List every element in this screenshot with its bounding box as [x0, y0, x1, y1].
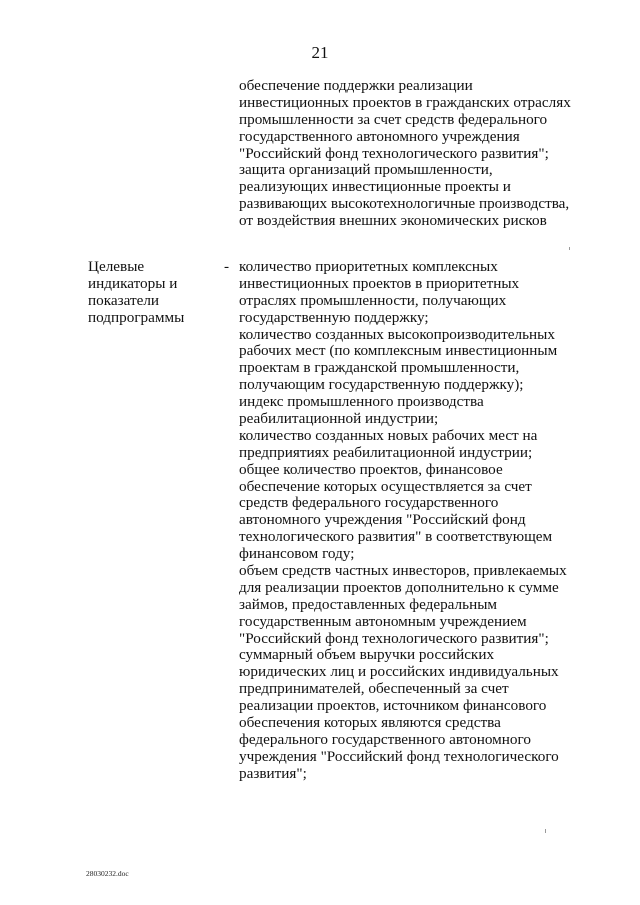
indicator-line: "Российский фонд технологического развития"; — [239, 629, 549, 647]
footer-filename: 28030232.doc — [86, 869, 129, 878]
indicator-line: реализации проектов, источником финансового — [239, 697, 547, 715]
top-text-line: развивающих высокотехнологичные производства, — [239, 195, 570, 213]
section-label-line: показатели — [88, 291, 160, 309]
indicator-line: суммарный объем выручки российских — [239, 646, 495, 664]
indicator-line: количество созданных высокопроизводительных — [239, 325, 555, 343]
indicator-line: учреждения "Российский фонд технологического — [239, 747, 559, 765]
indicator-line: государственную поддержку; — [239, 308, 429, 326]
indicator-line: инвестиционных проектов в приоритетных — [239, 274, 520, 292]
section-label-line: Целевые — [88, 258, 145, 275]
section-dash: - — [224, 258, 230, 275]
indicator-line: финансовом году; — [239, 545, 355, 563]
indicator-line: отраслях промышленности, получающих — [239, 291, 507, 309]
indicators-section-label — [88, 259, 228, 327]
indicator-line: обеспечения которых являются средства — [239, 714, 501, 732]
scan-speck — [569, 247, 570, 250]
indicator-line: федерального государственного автономного — [239, 730, 531, 748]
top-text-line: от воздействия внешних экономических рисков — [239, 212, 547, 230]
indicator-line: объем средств частных инвесторов, привлекаемых — [239, 562, 567, 580]
indicator-line: индекс промышленного производства — [239, 393, 484, 411]
indicator-line: автономного учреждения "Российский фонд — [239, 511, 526, 529]
top-text-line: "Российский фонд технологического развития"; — [239, 144, 549, 162]
top-text-line: государственного автономного учреждения — [239, 127, 520, 145]
indicator-line: для реализации проектов дополнительно к сумме — [239, 578, 559, 596]
section-label-line: индикаторы и — [88, 274, 178, 292]
indicator-line: государственным автономным учреждением — [239, 612, 527, 630]
scan-speck — [545, 829, 546, 833]
top-text-line: обеспечение поддержки реализации — [239, 77, 473, 94]
indicator-line: займов, предоставленных федеральным — [239, 595, 498, 613]
indicator-line: развития"; — [239, 764, 307, 782]
top-text-line: реализующих инвестиционные проекты и — [239, 178, 511, 196]
indicator-line: предпринимателей, обеспеченный за счет — [239, 680, 509, 698]
indicator-line: юридических лиц и российских индивидуальных — [239, 663, 559, 681]
indicator-line: технологического развития" в соответствующем — [239, 528, 553, 546]
indicators-text-block — [239, 259, 584, 783]
indicator-line: средств федерального государственного — [239, 494, 499, 512]
indicator-line: количество приоритетных комплексных — [239, 258, 498, 275]
indicator-line: получающим государственную поддержку); — [239, 376, 524, 394]
indicator-line: обеспечение которых осуществляется за счет — [239, 477, 532, 495]
indicator-line: количество созданных новых рабочих мест на — [239, 426, 538, 444]
indicator-line: реабилитационной индустрии; — [239, 410, 439, 428]
indicator-line: общее количество проектов, финансовое — [239, 460, 503, 478]
top-text-line: инвестиционных проектов в гражданских отраслях — [239, 93, 571, 111]
indicator-line: предприятиях реабилитационной индустрии; — [239, 443, 533, 461]
indicator-line: проектам в гражданской промышленности, — [239, 359, 520, 377]
indicator-line: рабочих мест (по комплексным инвестиционным — [239, 342, 558, 360]
top-text-line: промышленности за счет средств федерального — [239, 110, 548, 128]
top-text-line: защита организаций промышленности, — [239, 161, 493, 179]
page-number: 21 — [311, 43, 329, 62]
top-text-block — [239, 78, 584, 230]
section-label-line: подпрограммы — [88, 308, 185, 326]
